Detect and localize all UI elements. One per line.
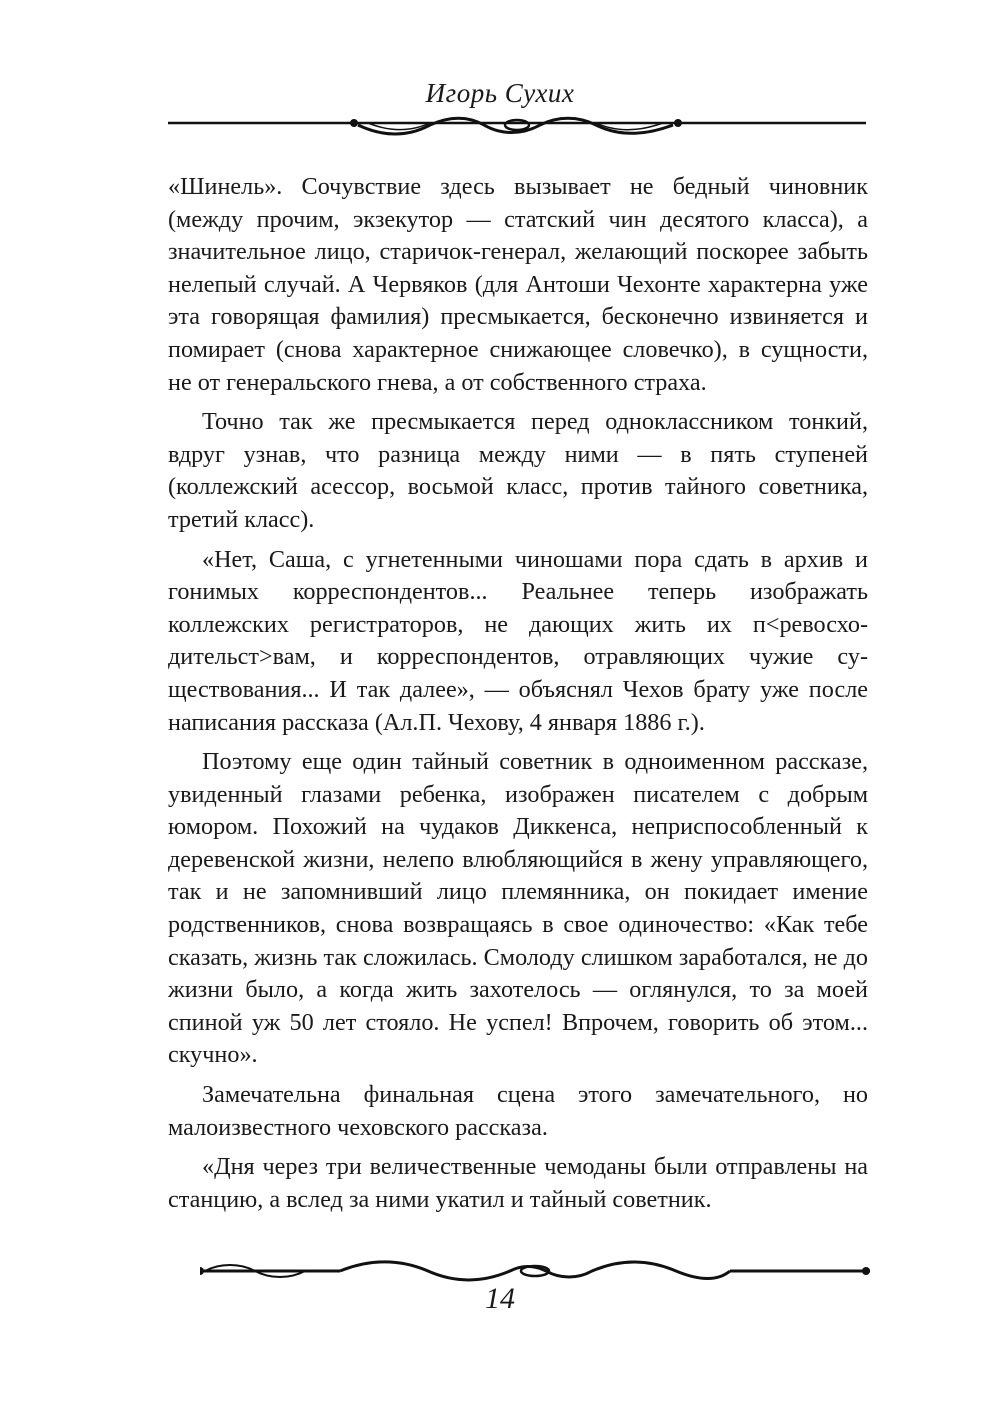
running-head: Игорь Сухих bbox=[425, 78, 575, 108]
paragraph: «Нет, Саша, с угнетенными чиношами пора сдать в архив и гонимых корреспондентов... Реальнее теперь изображать коллежских регистраторов, не дающих жить их п<ревосходительст>вам, и корреспондентов, отравляющих чужие существования... И так далее», — объяснял Чехов брату уже после написания рассказа (Ал.П. Чехову, 4 января 1886 г.). bbox=[168, 545, 868, 736]
paragraph: Поэтому еще один тайный советник в одноименном рассказе, увиденный глазами ребенка, изображен писателем с добрым юмором. Похожий на чудаков Диккенса, неприспособленный к деревенской жизни, нелепо влюбляющийся в жену управляющего, так и не запомнивший лицо племянника, он покидает имение родственников, снова возвращаясь в свое одиночество: «Как тебе сказать, жизнь так сложилась. Смолоду слишком заработался, не до жизни было, а когда жить захотелось — оглянулся, то за моей спиной уж 50 лет стояло. Не успел! Впрочем, говорить об этом... скучно». bbox=[168, 748, 868, 1069]
paragraph: «Дня через три величественные чемоданы были отправлены на станцию, а вслед за ними укатил и тайный советник. bbox=[168, 1153, 868, 1213]
paragraph: Точно так же пресмыкается перед одноклассником тонкий, вдруг узнав, что разница между ними — в пять ступеней (коллежский асессор, восьмой класс, против тайного советника, третий класс). bbox=[168, 408, 868, 533]
page-number: 14 bbox=[485, 1282, 515, 1315]
body-text bbox=[168, 171, 868, 1223]
paragraph: Замечательна финальная сцена этого замечательного, но малоизвестного чеховского рассказа. bbox=[168, 1081, 868, 1141]
paragraph: «Шинель». Сочувствие здесь вызывает не бедный чиновник (между прочим, экзекутор — статский чин десятого класса), а значительное лицо, старичок-генерал, желающий поскорее забыть нелепый случай. А Червяков (для Антоши Чехонте характерна уже эта говорящая фамилия) пресмыкается, бесконечно извиняется и помирает (снова характерное снижающее словечко), в сущности, не от генеральского гнева, а от собственного страха. bbox=[168, 173, 868, 396]
flourish-divider-icon bbox=[168, 112, 866, 142]
